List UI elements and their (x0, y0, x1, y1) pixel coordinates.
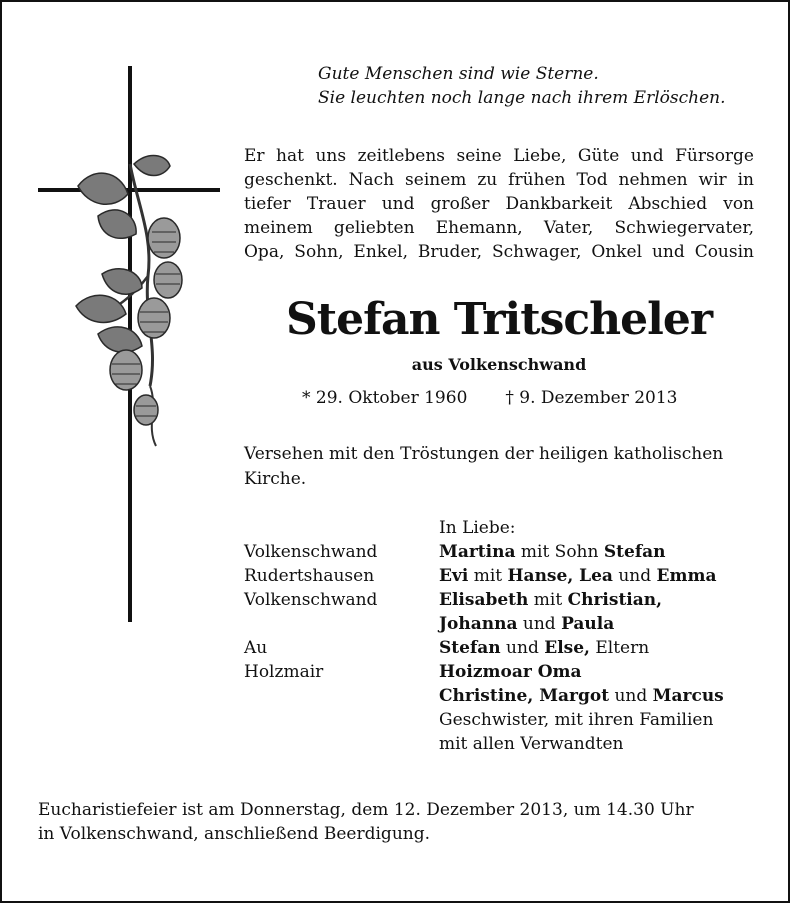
mourner-name: Evi (439, 566, 469, 586)
mourner-connector: und (517, 614, 562, 634)
life-dates (302, 386, 677, 410)
mourner-connector: Eltern (589, 638, 650, 658)
mourner-connector: mit (528, 590, 568, 610)
cross-with-hop-vine-icon (38, 66, 228, 622)
death-date: † 9. Dezember 2013 (505, 388, 678, 408)
mourner-connector: Geschwister, mit ihren Familien (439, 710, 714, 730)
mourner-connector: mit (468, 566, 508, 586)
mourner-names (439, 564, 717, 588)
mourner-name: Hoizmoar Oma (439, 662, 582, 682)
mourner-place: Rudertshausen (244, 566, 375, 586)
mourner-names (439, 732, 623, 756)
mourner-row (244, 636, 724, 660)
mourner-names (439, 636, 649, 660)
mourner-name: Else, (544, 638, 590, 658)
deceased-origin: aus Volkenschwand (411, 355, 587, 374)
mourners-heading-row (244, 516, 724, 540)
mourner-row (244, 684, 724, 708)
mourners-heading: In Liebe: (439, 518, 516, 538)
mourner-place (244, 732, 439, 756)
intro-line: geschenkt. Nach seinem zu frühen Tod nehmen wir in (244, 170, 754, 190)
mourner-place: Holzmair (244, 662, 324, 682)
mourner-row (244, 732, 724, 756)
mourner-row (244, 564, 724, 588)
mourner-name: Paula (561, 614, 615, 634)
mourner-row (244, 708, 724, 732)
deceased-name: Stefan Tritscheler (285, 294, 713, 345)
mourner-name: Emma (656, 566, 717, 586)
mourners-heading-spacer (244, 516, 439, 540)
mourner-row (244, 612, 724, 636)
mourner-place (244, 684, 439, 708)
mourner-name: Hanse, Lea (507, 566, 613, 586)
mourner-name: Martina (439, 542, 516, 562)
mourner-names (439, 684, 724, 708)
sacraments-line: Kirche. (244, 469, 307, 489)
mourners-list (244, 516, 724, 756)
mourner-connector: mit Sohn (515, 542, 604, 562)
mourner-connector: mit allen Verwandten (439, 734, 624, 754)
mourner-names (439, 708, 713, 732)
mourner-row (244, 540, 724, 564)
service-line: in Volkenschwand, anschließend Beerdigung. (38, 824, 430, 844)
service-info (38, 798, 758, 846)
mourner-connector: und (609, 686, 653, 706)
mourner-name: Christian, (567, 590, 663, 610)
mourner-names (439, 612, 614, 636)
intro-line: Er hat uns zeitlebens seine Liebe, Güte und Fürsorge (244, 146, 754, 166)
birth-date: * 29. Oktober 1960 (302, 388, 468, 408)
intro-line: meinem geliebten Ehemann, Vater, Schwiegervater, (244, 218, 754, 238)
mourner-place (244, 612, 439, 636)
mourner-name: Christine, Margot (439, 686, 610, 706)
mourner-name: Stefan (439, 638, 501, 658)
mourner-name: Elisabeth (439, 590, 529, 610)
mourner-place: Volkenschwand (244, 590, 378, 610)
mourner-names (439, 660, 582, 684)
service-line: Eucharistiefeier ist am Donnerstag, dem 12. Dezember 2013, um 14.30 Uhr (38, 800, 694, 820)
mourner-name: Stefan (603, 542, 666, 562)
mourner-name: Marcus (652, 686, 724, 706)
intro-line: Opa, Sohn, Enkel, Bruder, Schwager, Onkel und Cousin (244, 242, 754, 262)
intro-line: tiefer Trauer und großer Dankbarkeit Abschied von (244, 194, 754, 214)
motto-line: Sie leuchten noch lange nach ihrem Erlöschen. (318, 88, 726, 108)
mourner-place: Au (244, 638, 268, 658)
mourner-place (244, 708, 439, 732)
mourner-rows (244, 540, 724, 756)
motto-line: Gute Menschen sind wie Sterne. (318, 64, 599, 84)
mourner-row (244, 660, 724, 684)
intro-text (244, 144, 754, 264)
sacraments-line: Versehen mit den Tröstungen der heiligen katholischen (244, 444, 724, 464)
sacraments-text (244, 442, 754, 492)
mourner-name: Johanna (439, 614, 518, 634)
mourner-connector: und (500, 638, 545, 658)
mourner-row (244, 588, 724, 612)
mourner-names (439, 588, 662, 612)
motto (318, 62, 726, 110)
mourner-names (439, 540, 666, 564)
mourner-place: Volkenschwand (244, 542, 378, 562)
mourner-connector: und (612, 566, 657, 586)
